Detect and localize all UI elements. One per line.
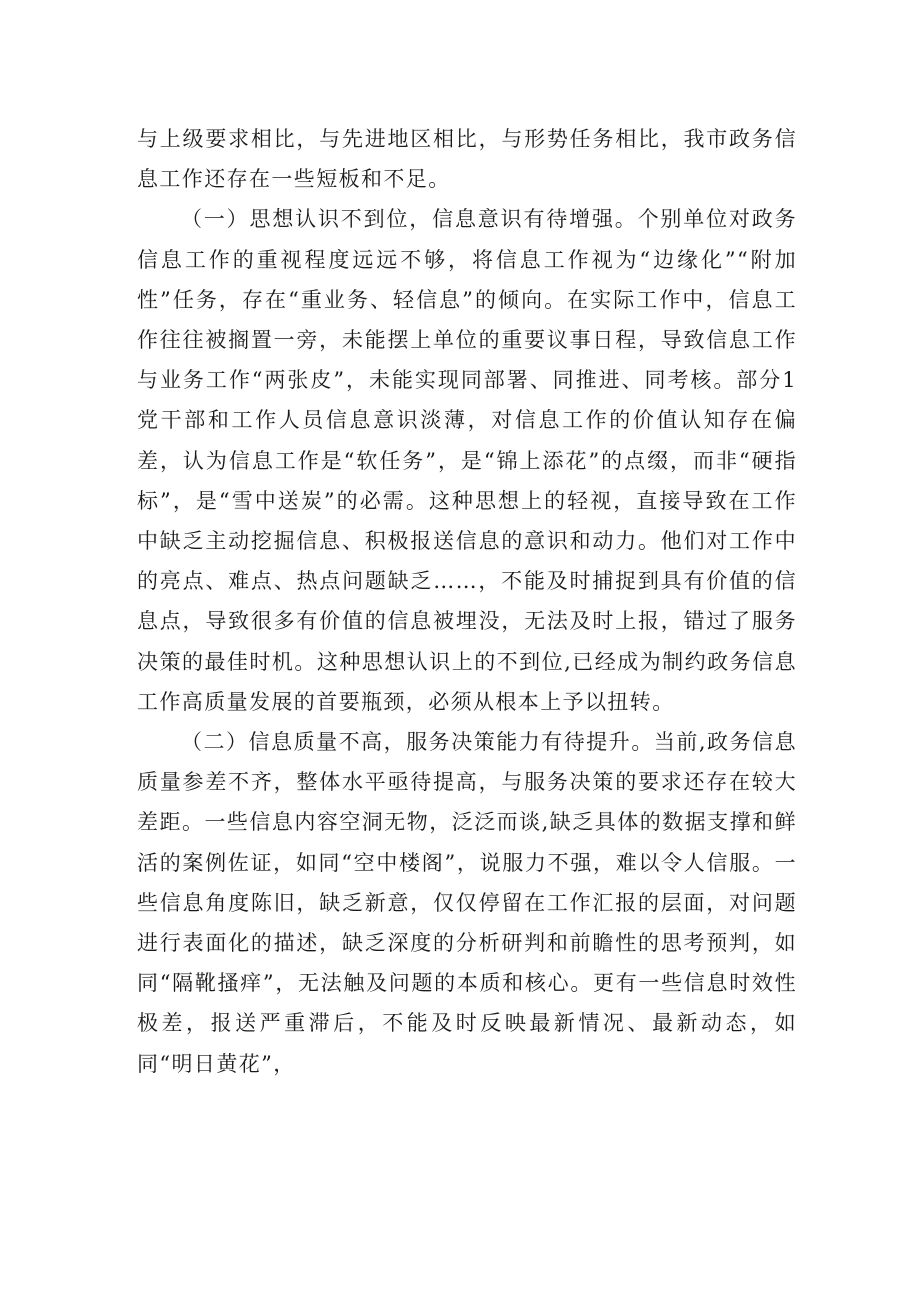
document-body <box>137 119 797 1084</box>
paragraph-section-one: （一）思想认识不到位，信息意识有待增强。个别单位对政务信息工作的重视程度远远不够，将信息工作视为“边缘化”“附加性”任务，存在“重业务、轻信息”的倾向。在实际工作中，信息工作往往被搁置一旁，未能摆上单位的重要议事日程，导致信息工作与业务工作“两张皮”，未能实现同部署、同推进、同考核。部分1党干部和工作人员信息意识淡薄，对信息工作的价值认知存在偏差，认为信息工作是“软任务”，是“锦上添花”的点缀，而非“硬指标”，是“雪中送炭”的必需。这种思想上的轻视，直接导致在工作中缺乏主动挖掘信息、积极报送信息的意识和动力。他们对工作中的亮点、难点、热点问题缺乏……，不能及时捕捉到具有价值的信息点，导致很多有价值的信息被埋没，无法及时上报，错过了服务决策的最佳时机。这种思想认识上的不到位,已经成为制约政务信息工作高质量发展的首要瓶颈，必须从根本上予以扭转。 <box>137 207 797 714</box>
paragraph-section-two: （二）信息质量不高，服务决策能力有待提升。当前,政务信息质量参差不齐，整体水平亟待提高，与服务决策的要求还存在较大差距。一些信息内容空洞无物，泛泛而谈,缺乏具体的数据支撑和鲜活的案例佐证，如同“空中楼阁”，说服力不强，难以令人信服。一些信息角度陈旧，缺乏新意，仅仅停留在工作汇报的层面，对问题进行表面化的描述，缺乏深度的分析研判和前瞻性的思考预判，如同“隔靴搔痒”，无法触及问题的本质和核心。更有一些信息时效性极差，报送严重滞后，不能及时反映最新情况、最新动态，如同“明日黄花”， <box>137 730 797 1076</box>
paragraph-continuation: 与上级要求相比，与先进地区相比，与形势任务相比，我市政务信息工作还存在一些短板和不足。 <box>137 127 797 192</box>
